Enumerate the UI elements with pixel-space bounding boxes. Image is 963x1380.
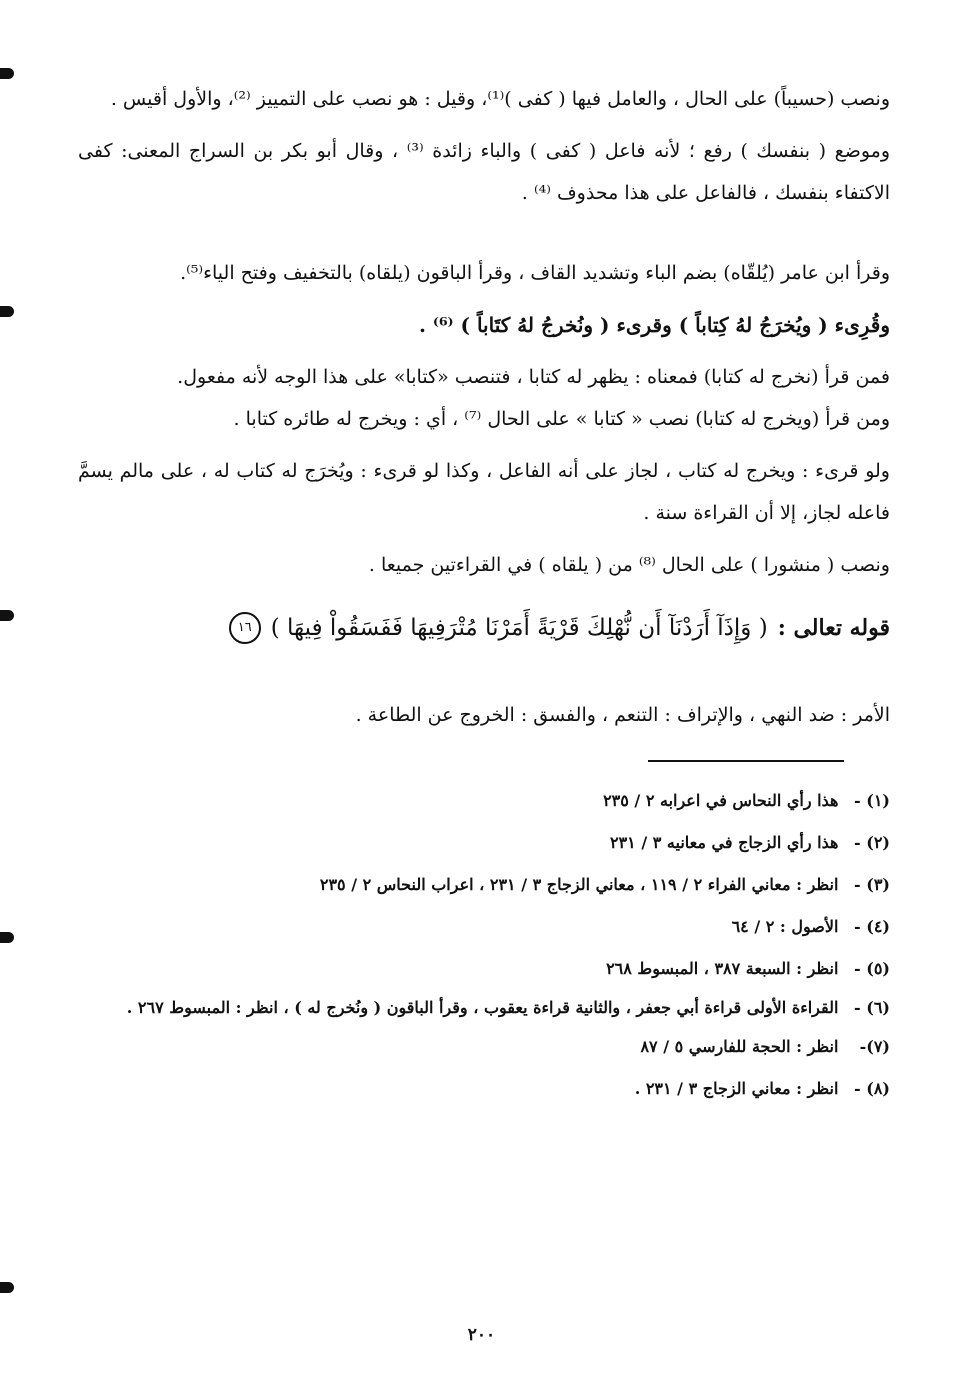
edge-mark xyxy=(0,1282,14,1293)
footnote-text: هذا رأي النحاس في اعرابه ٢ / ٢٣٥ xyxy=(603,791,839,810)
footnote-text: انظر : الحجة للفارسي ٥ / ٨٧ xyxy=(640,1037,839,1056)
paragraph-nukhrij: فمن قرأ (نخرج له كتابا) فمعناه : يظهر له كتابا ، فتنصب «كتابا» على هذا الوجه لأنه مفعول. xyxy=(177,366,890,388)
edge-mark xyxy=(0,68,14,79)
footnote-item xyxy=(78,864,890,906)
paragraph-hasiba: ونصب (حسيباً) على الحال ، والعامل فيها ( كفى )⁽¹⁾، وقيل : هو نصب على التمييز ⁽²⁾، والأول أقيس . xyxy=(110,88,890,110)
footnote-text: انظر : السبعة ٣٨٧ ، المبسوط ٢٦٨ xyxy=(606,959,839,978)
paragraph-readings: وقُرِىء ( ويُخرَجُ لهُ كِتاباً ) وقرىء ( ونُخرجُ لهُ كتَاباً ) ⁽⁶⁾ . xyxy=(418,313,890,337)
quran-label: قوله تعالى : xyxy=(777,615,890,641)
footnote-item xyxy=(78,990,890,1026)
paragraph-binafsik: وموضع ( بنفسك ) رفع ؛ لأنه فاعل ( كفى ) والباء زائدة ⁽³⁾ ، وقال أبو بكر بن السراج المعنى: كفى الاكتفاء بنفسك ، فالفاعل على هذا محذوف ⁽⁴⁾ . xyxy=(78,140,891,204)
edge-mark xyxy=(0,610,14,621)
spacer xyxy=(78,224,890,252)
quran-verse-line xyxy=(78,598,890,658)
footnote-text: هذا رأي الزجاج في معانيه ٣ / ٢٣١ xyxy=(609,833,839,852)
footnote-text: انظر : معاني الزجاج ٣ / ٢٣١ . xyxy=(634,1079,839,1098)
footnote-item xyxy=(78,948,890,990)
footnote-item xyxy=(78,1068,890,1110)
edge-mark xyxy=(0,306,14,317)
footnote-number: (٤) - xyxy=(854,917,890,936)
footnote-text: القراءة الأولى قراءة أبي جعفر ، والثانية قراءة يعقوب ، وقرأ الباقون ( ونُخرج له ) ، انظر : المبسوط ٢٦٧ . xyxy=(126,998,839,1017)
footnote-number: (٥) - xyxy=(854,959,890,978)
footnote-item xyxy=(78,906,890,948)
footnote-number: (٢) - xyxy=(854,833,890,852)
paragraph-ibn-amir: وقرأ ابن عامر (يُلقّاه) بضم الباء وتشديد القاف ، وقرأ الباقون (يلقاه) بالتخفيف وفتح الياء⁽⁵⁾. xyxy=(180,262,890,284)
paragraph-yukhraj: ومن قرأ (ويخرج له كتابا) نصب « كتابا » على الحال ⁽⁷⁾ ، أي : ويخرج له طائره كتابا . xyxy=(233,408,890,430)
footnote-number: (٧)- xyxy=(859,1037,890,1056)
edge-mark xyxy=(0,932,14,943)
ayah-number-icon: ١٦ xyxy=(229,612,261,644)
spacer xyxy=(78,666,890,694)
footnote-number: (٨) - xyxy=(854,1079,890,1098)
paragraph-definitions: الأمر : ضد النهي ، والإتراف : التنعم ، والفسق : الخروج عن الطاعة . xyxy=(355,704,890,726)
footnote-text: الأصول : ٢ / ٦٤ xyxy=(731,917,839,936)
quran-verse: ( وَإِذَآ أَرَدْنَآ أَن نُّهْلِكَ قَرْيَةً أَمَرْنَا مُتْرَفِيهَا فَفَسَقُواْ فِيهَا ) xyxy=(270,615,768,641)
footnote-number: (٦) - xyxy=(854,998,890,1017)
footnote-item xyxy=(78,780,890,822)
paragraph-law-quri: ولو قرىء : ويخرج له كتاب ، لجاز على أنه الفاعل ، وكذا لو قرىء : ويُخرَج له كتاب له ، على مالم يسمَّ فاعله لجاز، إلا أن القراءة سنة . xyxy=(78,460,890,524)
footnote-item xyxy=(78,1026,890,1068)
page-number: ٢٠٠ xyxy=(467,1325,496,1345)
footnote-divider xyxy=(648,760,844,762)
footnote-number: (٣) - xyxy=(854,875,890,894)
footnote-number: (١) - xyxy=(854,791,890,810)
footnotes xyxy=(78,780,890,1110)
paragraph-manshura: ونصب ( منشورا ) على الحال ⁽⁸⁾ من ( يلقاه ) في القراءتين جميعا . xyxy=(368,554,890,576)
footnote-item xyxy=(78,822,890,864)
footnote-text: انظر : معاني الفراء ٢ / ١١٩ ، معاني الزجاج ٣ / ٢٣١ ، اعراب النحاس ٢ / ٢٣٥ xyxy=(319,875,839,894)
page-body xyxy=(78,78,890,1110)
